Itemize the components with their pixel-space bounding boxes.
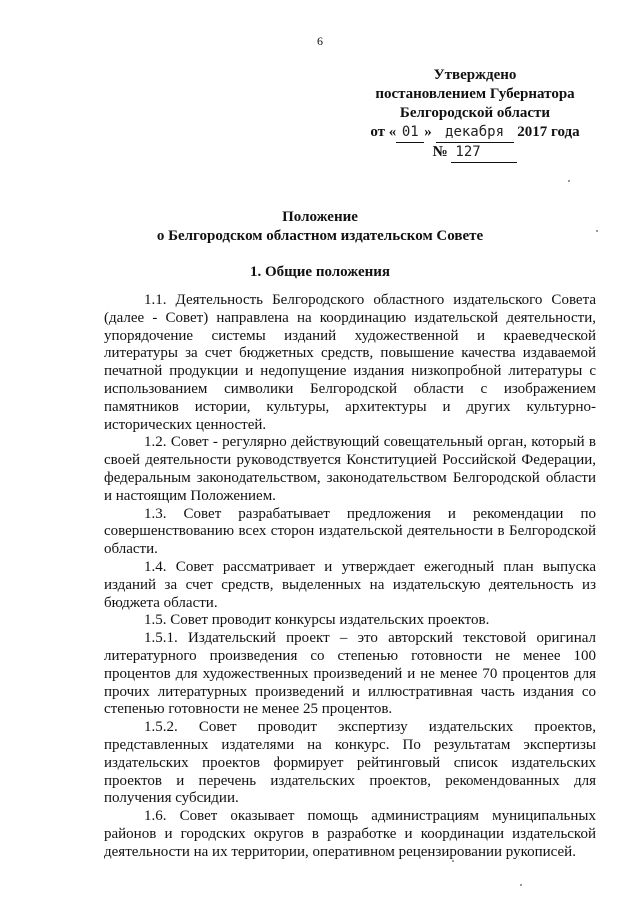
approval-line-3: Белгородской области <box>399 105 551 121</box>
document-subtitle: о Белгородском областном издательском Совете <box>156 228 484 244</box>
approval-date <box>350 123 600 143</box>
paragraph-1-1: 1.1. Деятельность Белгородского областного издательского Совета (далее - Совет) направлена на координацию издательской деятельности, упорядочение системы изданий художественной и краеведческой литературы за счет бюджетных средств, повышение качества издаваемой печатной продукции и недопущение издания низкопробной литературы с использованием символики Белгородской области с изображением памятников истории, культуры, архитектуры и других культурно-исторических ценностей. <box>104 292 596 433</box>
document-title: Положение <box>282 209 358 225</box>
approval-stamp <box>350 66 600 163</box>
paragraph-1-5: 1.5. Совет проводит конкурсы издательских проектов. <box>144 612 490 629</box>
date-day: 01 <box>396 123 424 143</box>
document-body <box>104 292 596 862</box>
paragraph-1-6: 1.6. Совет оказывает помощь администрациям муниципальных районов и городских округов в разработке и координации издательской деятельности на их территории, оперативном рецензировании рукописей. <box>104 808 596 860</box>
approval-line-1: Утверждено <box>433 67 517 83</box>
document-number: 127 <box>451 143 517 163</box>
approval-number <box>350 143 600 163</box>
date-year: 2017 года <box>517 124 580 140</box>
scan-speck <box>568 180 570 182</box>
scan-speck <box>520 884 522 886</box>
paragraph-1-5-2: 1.5.2. Совет проводит экспертизу издательских проектов, представленных издателями на конкурс. По результатам экспертизы издательских проектов формирует рейтинговый список издательских проектов и перечень издательских проектов, рекомендованных для получения субсидии. <box>104 719 596 807</box>
scan-speck <box>452 860 454 862</box>
number-prefix: № <box>432 144 448 160</box>
scan-speck <box>596 230 598 232</box>
paragraph-1-3: 1.3. Совет разрабатывает предложения и рекомендации по совершенствованию всех сторон издательской деятельности в Белгородской области. <box>104 505 596 558</box>
paragraph-1-2: 1.2. Совет - регулярно действующий совещательный орган, который в своей деятельности руководствуется Конституцией Российской Федерации, федеральным законодательством, законодательством Белгородской области и настоящим Положением. <box>104 434 596 504</box>
date-prefix: от « <box>370 124 397 140</box>
paragraph-1-5-1: 1.5.1. Издательский проект – это авторский текстовой оригинал литературного произведения со степенью готовности не менее 100 процентов для художественных произведений и не менее 70 процентов для прочих литературных произведений и иллюстративная часть издания со степенью готовности не менее 25 процентов. <box>104 630 596 718</box>
approval-line-2: постановлением Губернатора <box>375 86 575 102</box>
paragraph-1-4: 1.4. Совет рассматривает и утверждает ежегодный план выпуска изданий за счет средств, выделенных на издательскую деятельность из бюджета области. <box>104 558 596 611</box>
page-number: 6 <box>317 34 323 48</box>
section-heading: 1. Общие положения <box>249 264 391 280</box>
date-mid: » <box>424 124 432 140</box>
date-month: декабря <box>436 123 514 143</box>
